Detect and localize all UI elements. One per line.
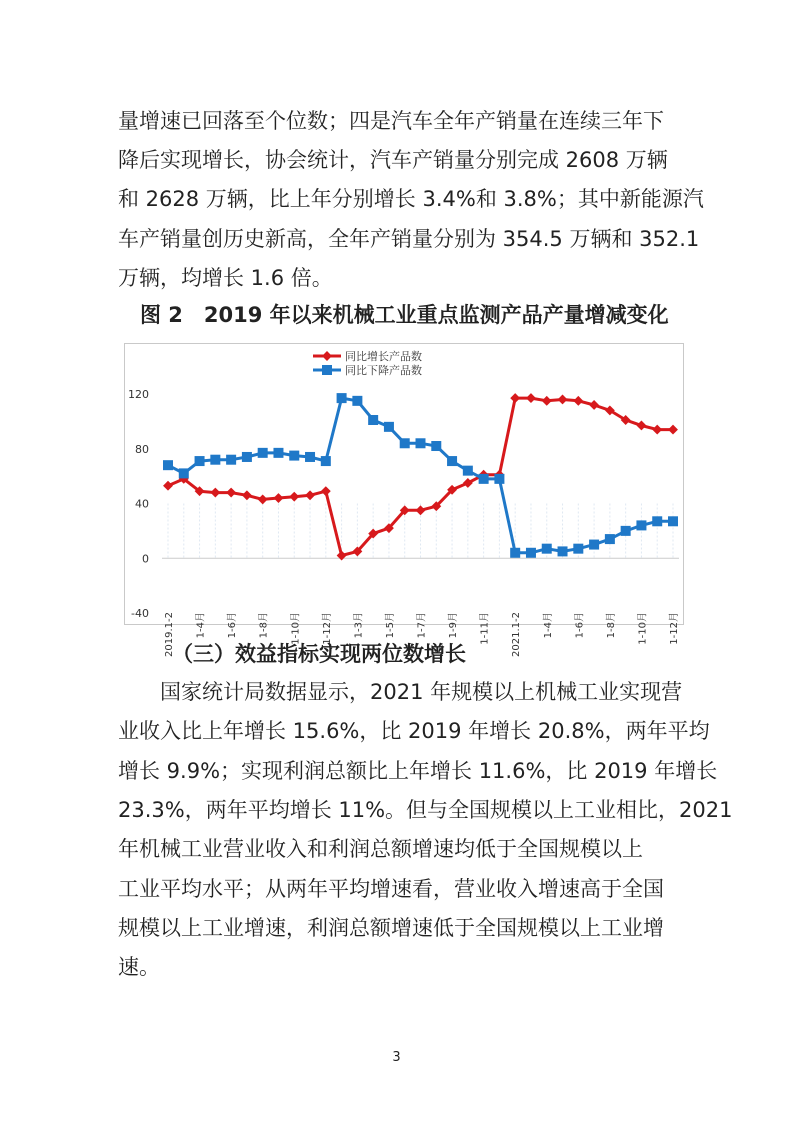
data-point-decrease	[636, 520, 646, 530]
data-point-increase	[542, 396, 552, 406]
data-point-decrease	[273, 448, 283, 458]
data-point-increase	[573, 396, 583, 406]
x-tick-label: 2019.1-2	[164, 612, 175, 657]
text-line: 车产销量创历史新高，全年产销量分别为 354.5 万辆和 352.1	[118, 227, 700, 251]
x-tick-label: 1-12月	[321, 612, 333, 645]
data-point-decrease	[558, 546, 568, 556]
data-point-decrease	[258, 448, 268, 458]
data-point-decrease	[573, 544, 583, 554]
x-tick-label: 1-5月	[384, 612, 396, 639]
text-line: 速。	[118, 955, 160, 979]
data-point-decrease	[494, 474, 504, 484]
data-point-decrease	[242, 452, 252, 462]
data-point-increase	[289, 492, 299, 502]
x-tick-label: 1-10月	[637, 612, 649, 645]
page-number: 3	[392, 1050, 401, 1065]
text-line: 国家统计局数据显示，2021 年规模以上机械工业实现营	[160, 680, 683, 704]
text-line: 增长 9.9%；实现利润总额比上年增长 11.6%，比 2019 年增长	[118, 759, 718, 783]
data-point-decrease	[305, 452, 315, 462]
data-point-increase	[668, 425, 678, 435]
x-tick-label: 1-11月	[479, 612, 491, 645]
text-line: 业收入比上年增长 15.6%，比 2019 年增长 20.8%，两年平均	[118, 719, 710, 743]
legend-label: 同比下降产品数	[345, 364, 422, 377]
data-point-decrease	[400, 438, 410, 448]
text-line: 23.3%，两年平均增长 11%。但与全国规模以上工业相比，2021	[118, 798, 733, 822]
text-line: 降后实现增长，协会统计，汽车产销量分别完成 2608 万辆	[118, 148, 668, 172]
x-tick-label: 1-8月	[605, 612, 617, 639]
data-point-increase	[163, 481, 173, 491]
x-tick-label: 1-6月	[574, 612, 586, 639]
data-point-increase	[242, 490, 252, 500]
y-tick-label: -40	[131, 607, 149, 620]
data-point-decrease	[510, 548, 520, 558]
data-point-increase	[321, 486, 331, 496]
x-tick-label: 1-3月	[353, 612, 365, 639]
text-line: 规模以上工业增速，利润总额增速低于全国规模以上工业增	[118, 916, 664, 940]
section-heading: （三）效益指标实现两位数增长	[172, 642, 466, 666]
data-point-decrease	[163, 460, 173, 470]
text-line: 年机械工业营业收入和利润总额增速均低于全国规模以上	[118, 837, 643, 861]
x-tick-label: 1-8月	[258, 612, 270, 639]
data-point-decrease	[368, 415, 378, 425]
data-point-increase	[258, 494, 268, 504]
data-point-decrease	[179, 468, 189, 478]
data-point-decrease	[526, 548, 536, 558]
data-point-increase	[652, 425, 662, 435]
data-point-decrease	[668, 516, 678, 526]
data-point-decrease	[289, 451, 299, 461]
legend-marker	[322, 351, 332, 361]
y-tick-label: 40	[135, 497, 149, 511]
data-point-decrease	[447, 456, 457, 466]
data-point-increase	[526, 393, 536, 403]
data-point-decrease	[384, 422, 394, 432]
data-point-decrease	[605, 534, 615, 544]
data-point-increase	[305, 490, 315, 500]
data-point-decrease	[589, 540, 599, 550]
text-line: 万辆，均增长 1.6 倍。	[118, 266, 333, 290]
data-point-increase	[589, 400, 599, 410]
text-line: 和 2628 万辆，比上年分别增长 3.4%和 3.8%；其中新能源汽	[118, 187, 704, 211]
x-tick-label: 1-10月	[290, 612, 302, 645]
data-point-decrease	[542, 544, 552, 554]
data-point-increase	[416, 505, 426, 515]
data-point-increase	[558, 395, 568, 405]
y-tick-label: 80	[135, 442, 149, 456]
data-point-increase	[226, 488, 236, 498]
data-point-decrease	[210, 455, 220, 465]
data-point-decrease	[621, 526, 631, 536]
x-tick-label: 1-12月	[669, 612, 680, 645]
data-point-increase	[510, 393, 520, 403]
data-point-decrease	[226, 455, 236, 465]
data-point-decrease	[479, 474, 489, 484]
data-point-decrease	[431, 441, 441, 451]
x-tick-label: 1-6月	[227, 612, 239, 639]
x-tick-label: 1-4月	[195, 612, 207, 639]
data-point-increase	[337, 551, 347, 561]
data-point-increase	[636, 421, 646, 431]
x-tick-label: 1-9月	[448, 612, 460, 639]
data-point-decrease	[652, 516, 662, 526]
data-point-decrease	[352, 396, 362, 406]
data-point-decrease	[321, 456, 331, 466]
text-line: 工业平均水平；从两年平均增速看，营业收入增速高于全国	[118, 877, 664, 901]
data-point-decrease	[463, 466, 473, 476]
data-point-decrease	[195, 456, 205, 466]
y-tick-label: 0	[142, 552, 149, 566]
data-point-decrease	[416, 438, 426, 448]
text-line: 量增速已回落至个位数；四是汽车全年产销量在连续三年下	[118, 109, 664, 133]
series-line-decrease	[168, 398, 673, 553]
figure-title: 图 2 2019 年以来机械工业重点监测产品产量增减变化	[140, 303, 669, 327]
x-tick-label: 1-4月	[542, 612, 554, 639]
x-tick-label: 1-7月	[416, 612, 428, 639]
data-point-decrease	[337, 393, 347, 403]
data-point-increase	[274, 493, 284, 503]
y-tick-label: 120	[128, 388, 149, 401]
data-point-increase	[210, 488, 220, 498]
legend-marker	[322, 365, 332, 375]
legend-label: 同比增长产品数	[345, 350, 422, 363]
x-tick-label: 2021.1-2	[511, 612, 523, 657]
